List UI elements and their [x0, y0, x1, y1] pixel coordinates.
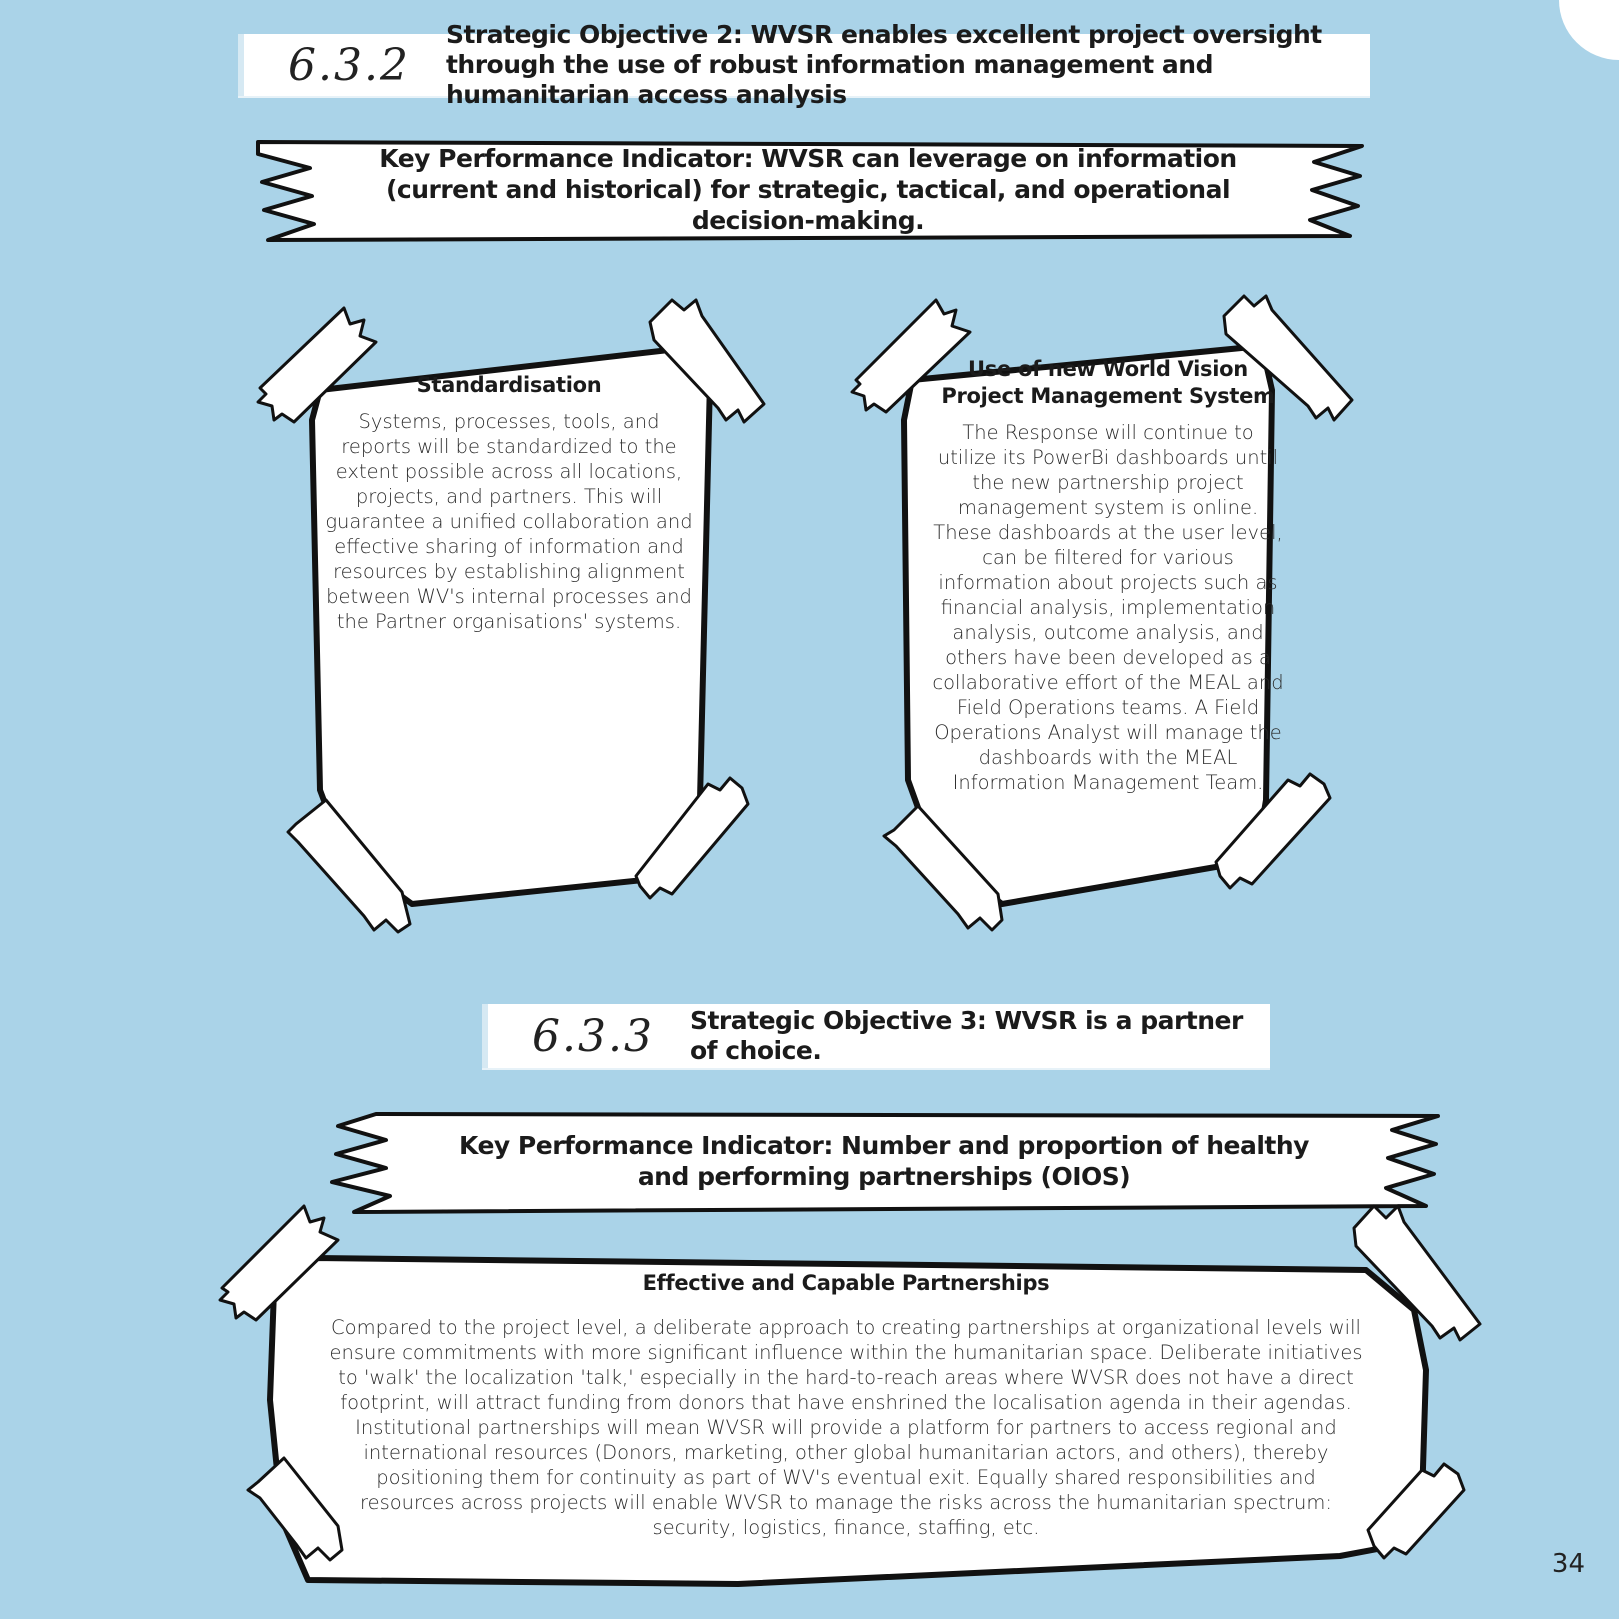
card-content [322, 372, 696, 634]
card-body: The Response will continue to utilize its PowerBi dashboards until the new partnership project management system is online. These dashboards at the user level, can be filtered for various information about projects such as financial analysis, implementation analysis, outcome analysis, and others have been developed as a collaborative effort of the MEAL and Field Operations teams. A Field Operations Analyst will manage the dashboards with the MEAL Information Management Team. [932, 421, 1284, 794]
section-heading-6-3-2 [238, 20, 1370, 109]
standardisation-card [252, 280, 772, 944]
card-body: Compared to the project level, a deliberate approach to creating partnerships at organizational levels will ensure commitments with more significant influence within the humanitarian space. Deliberate initiatives to 'walk' the localization 'talk,' especially in the hard-to-reach areas where WVSR does not have a direct footprint, will attract funding from donors that have enshrined the localisation agenda in their agendas. Institutional partnerships will mean WVSR will provide a platform for partners to access regional and international resources (Donors, marketing, other global humanitarian actors, and others), thereby positioning them for continuity as part of WV's eventual exit. Equally shared responsibilities and resources across projects will enable WVSR to manage the risks across the humanitarian spectrum: security, logistics, finance, staffing, etc. [329, 1316, 1363, 1539]
section-title: Strategic Objective 2: WVSR enables excellent project oversight through the use of robust information management and humanitarian access analysis [445, 20, 1322, 109]
card-title: Effective and Capable Partnerships [642, 1271, 1050, 1295]
card-content [932, 356, 1284, 795]
kpi-banner [254, 136, 1362, 242]
section-number: 6.3.2 [288, 39, 410, 91]
kpi-text: Key Performance Indicator: Number and proportion of healthy and performing partnerships (OIOS) [459, 1131, 1309, 1191]
page-corner-decoration [1559, 0, 1619, 60]
kpi-text: Key Performance Indicator: WVSR can leverage on information (current and historical) for strategic, tactical, and operational decision-making. [379, 143, 1237, 235]
kpi-banner [330, 1108, 1438, 1214]
section-heading-6-3-3 [482, 1004, 1270, 1068]
card-content [326, 1270, 1366, 1540]
partnerships-card [218, 1200, 1488, 1596]
card-title: Use of new World Vision Project Management System [941, 357, 1275, 408]
page-number: 34 [1551, 1549, 1585, 1579]
card-title: Standardisation [416, 373, 602, 397]
card-body: Systems, processes, tools, and reports will be standardized to the extent possible across all locations, projects, and partners. This will guarantee a unified collaboration and effective sharing of information and resources by establishing alignment between WV's internal processes and the Partner organisations' systems. [325, 410, 693, 633]
project-management-system-card [852, 280, 1372, 944]
section-number: 6.3.3 [532, 1010, 654, 1062]
section-title: Strategic Objective 3: WVSR is a partner of choice. [689, 1006, 1243, 1065]
